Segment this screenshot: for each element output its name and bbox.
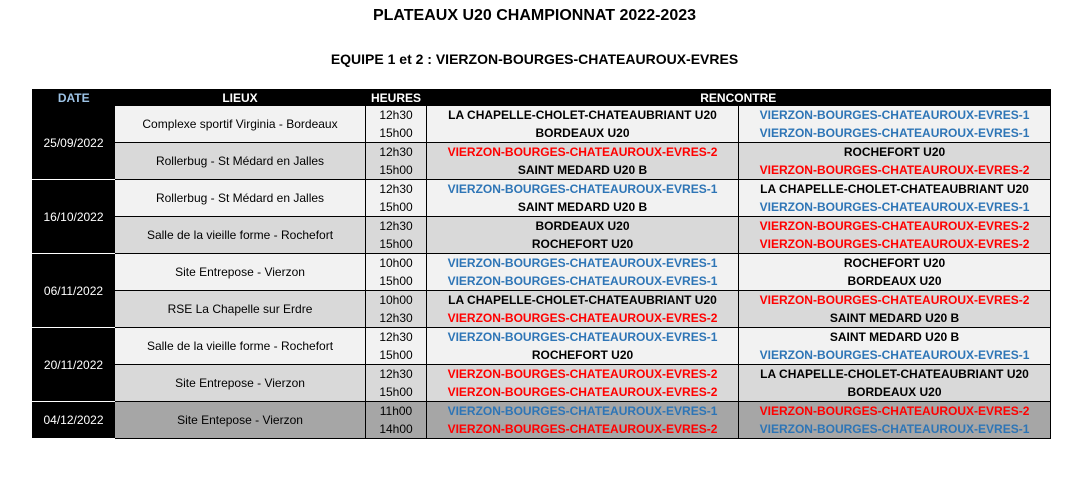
away-team-cell: VIERZON-BOURGES-CHATEAUROUX-EVRES-2 bbox=[739, 161, 1051, 180]
home-team-cell: LA CHAPELLE-CHOLET-CHATEAUBRIANT U20 bbox=[427, 291, 739, 310]
time-cell: 12h30 bbox=[366, 309, 427, 328]
away-team-cell: VIERZON-BOURGES-CHATEAUROUX-EVRES-2 bbox=[739, 402, 1051, 421]
table-row bbox=[33, 106, 1051, 124]
away-team-cell: ROCHEFORT U20 bbox=[739, 143, 1051, 162]
time-cell: 12h30 bbox=[366, 328, 427, 347]
home-team-cell: VIERZON-BOURGES-CHATEAUROUX-EVRES-1 bbox=[427, 328, 739, 347]
time-cell: 10h00 bbox=[366, 291, 427, 310]
home-team-cell: VIERZON-BOURGES-CHATEAUROUX-EVRES-1 bbox=[427, 402, 739, 421]
table-row bbox=[33, 143, 1051, 162]
column-header-lieux: LIEUX bbox=[115, 90, 366, 107]
time-cell: 12h30 bbox=[366, 180, 427, 199]
home-team-cell: VIERZON-BOURGES-CHATEAUROUX-EVRES-1 bbox=[427, 180, 739, 199]
table-row bbox=[33, 328, 1051, 347]
away-team-cell: BORDEAUX U20 bbox=[739, 383, 1051, 402]
date-cell: 20/11/2022 bbox=[33, 328, 115, 402]
home-team-cell: VIERZON-BOURGES-CHATEAUROUX-EVRES-2 bbox=[427, 383, 739, 402]
time-cell: 15h00 bbox=[366, 235, 427, 254]
home-team-cell: VIERZON-BOURGES-CHATEAUROUX-EVRES-2 bbox=[427, 420, 739, 439]
venue-cell: Rollerbug - St Médard en Jalles bbox=[115, 143, 366, 180]
time-cell: 12h30 bbox=[366, 365, 427, 384]
venue-cell: Site Entrepose - Vierzon bbox=[115, 365, 366, 402]
away-team-cell: VIERZON-BOURGES-CHATEAUROUX-EVRES-1 bbox=[739, 346, 1051, 365]
home-team-cell: BORDEAUX U20 bbox=[427, 124, 739, 143]
time-cell: 15h00 bbox=[366, 383, 427, 402]
table-row bbox=[33, 365, 1051, 384]
date-cell: 06/11/2022 bbox=[33, 254, 115, 328]
column-header-heures: HEURES bbox=[366, 90, 427, 107]
away-team-cell: VIERZON-BOURGES-CHATEAUROUX-EVRES-1 bbox=[739, 198, 1051, 217]
date-cell: 25/09/2022 bbox=[33, 106, 115, 180]
time-cell: 12h30 bbox=[366, 106, 427, 124]
away-team-cell: VIERZON-BOURGES-CHATEAUROUX-EVRES-2 bbox=[739, 291, 1051, 310]
time-cell: 14h00 bbox=[366, 420, 427, 439]
table-row bbox=[33, 291, 1051, 310]
away-team-cell: LA CHAPELLE-CHOLET-CHATEAUBRIANT U20 bbox=[739, 180, 1051, 199]
away-team-cell: BORDEAUX U20 bbox=[739, 272, 1051, 291]
away-team-cell: VIERZON-BOURGES-CHATEAUROUX-EVRES-2 bbox=[739, 217, 1051, 236]
home-team-cell: VIERZON-BOURGES-CHATEAUROUX-EVRES-2 bbox=[427, 143, 739, 162]
away-team-cell: SAINT MEDARD U20 B bbox=[739, 328, 1051, 347]
home-team-cell: VIERZON-BOURGES-CHATEAUROUX-EVRES-2 bbox=[427, 309, 739, 328]
time-cell: 15h00 bbox=[366, 346, 427, 365]
table-row bbox=[33, 217, 1051, 236]
time-cell: 10h00 bbox=[366, 254, 427, 273]
header-row bbox=[33, 90, 1051, 107]
away-team-cell: VIERZON-BOURGES-CHATEAUROUX-EVRES-1 bbox=[739, 124, 1051, 143]
venue-cell: Salle de la vieille forme - Rochefort bbox=[115, 217, 366, 254]
date-cell: 16/10/2022 bbox=[33, 180, 115, 254]
time-cell: 15h00 bbox=[366, 161, 427, 180]
table-row bbox=[33, 254, 1051, 273]
venue-cell: RSE La Chapelle sur Erdre bbox=[115, 291, 366, 328]
home-team-cell: VIERZON-BOURGES-CHATEAUROUX-EVRES-1 bbox=[427, 272, 739, 291]
away-team-cell: ROCHEFORT U20 bbox=[739, 254, 1051, 273]
home-team-cell: SAINT MEDARD U20 B bbox=[427, 161, 739, 180]
away-team-cell: VIERZON-BOURGES-CHATEAUROUX-EVRES-1 bbox=[739, 106, 1051, 124]
page-title: PLATEAUX U20 CHAMPIONNAT 2022-2023 bbox=[372, 7, 697, 24]
away-team-cell: VIERZON-BOURGES-CHATEAUROUX-EVRES-2 bbox=[739, 235, 1051, 254]
venue-cell: Site Entrepose - Vierzon bbox=[115, 254, 366, 291]
date-cell: 04/12/2022 bbox=[33, 402, 115, 439]
column-header-date: DATE bbox=[33, 90, 115, 107]
venue-cell: Rollerbug - St Médard en Jalles bbox=[115, 180, 366, 217]
home-team-cell: SAINT MEDARD U20 B bbox=[427, 198, 739, 217]
column-header-rencontre: RENCONTRE bbox=[427, 90, 1051, 107]
home-team-cell: ROCHEFORT U20 bbox=[427, 346, 739, 365]
time-cell: 12h30 bbox=[366, 143, 427, 162]
away-team-cell: SAINT MEDARD U20 B bbox=[739, 309, 1051, 328]
time-cell: 15h00 bbox=[366, 124, 427, 143]
time-cell: 11h00 bbox=[366, 402, 427, 421]
home-team-cell: VIERZON-BOURGES-CHATEAUROUX-EVRES-2 bbox=[427, 365, 739, 384]
home-team-cell: VIERZON-BOURGES-CHATEAUROUX-EVRES-1 bbox=[427, 254, 739, 273]
time-cell: 12h30 bbox=[366, 217, 427, 236]
away-team-cell: LA CHAPELLE-CHOLET-CHATEAUBRIANT U20 bbox=[739, 365, 1051, 384]
page-subtitle: EQUIPE 1 et 2 : VIERZON-BOURGES-CHATEAUROUX-EVRES bbox=[330, 51, 739, 67]
time-cell: 15h00 bbox=[366, 198, 427, 217]
table-row bbox=[33, 180, 1051, 199]
table-row bbox=[33, 402, 1051, 421]
home-team-cell: ROCHEFORT U20 bbox=[427, 235, 739, 254]
home-team-cell: BORDEAUX U20 bbox=[427, 217, 739, 236]
venue-cell: Complexe sportif Virginia - Bordeaux bbox=[115, 106, 366, 143]
schedule-body bbox=[33, 106, 1051, 439]
schedule-table bbox=[32, 89, 1051, 439]
venue-cell: Salle de la vieille forme - Rochefort bbox=[115, 328, 366, 365]
venue-cell: Site Entepose - Vierzon bbox=[115, 402, 366, 439]
time-cell: 15h00 bbox=[366, 272, 427, 291]
home-team-cell: LA CHAPELLE-CHOLET-CHATEAUBRIANT U20 bbox=[427, 106, 739, 124]
away-team-cell: VIERZON-BOURGES-CHATEAUROUX-EVRES-1 bbox=[739, 420, 1051, 439]
